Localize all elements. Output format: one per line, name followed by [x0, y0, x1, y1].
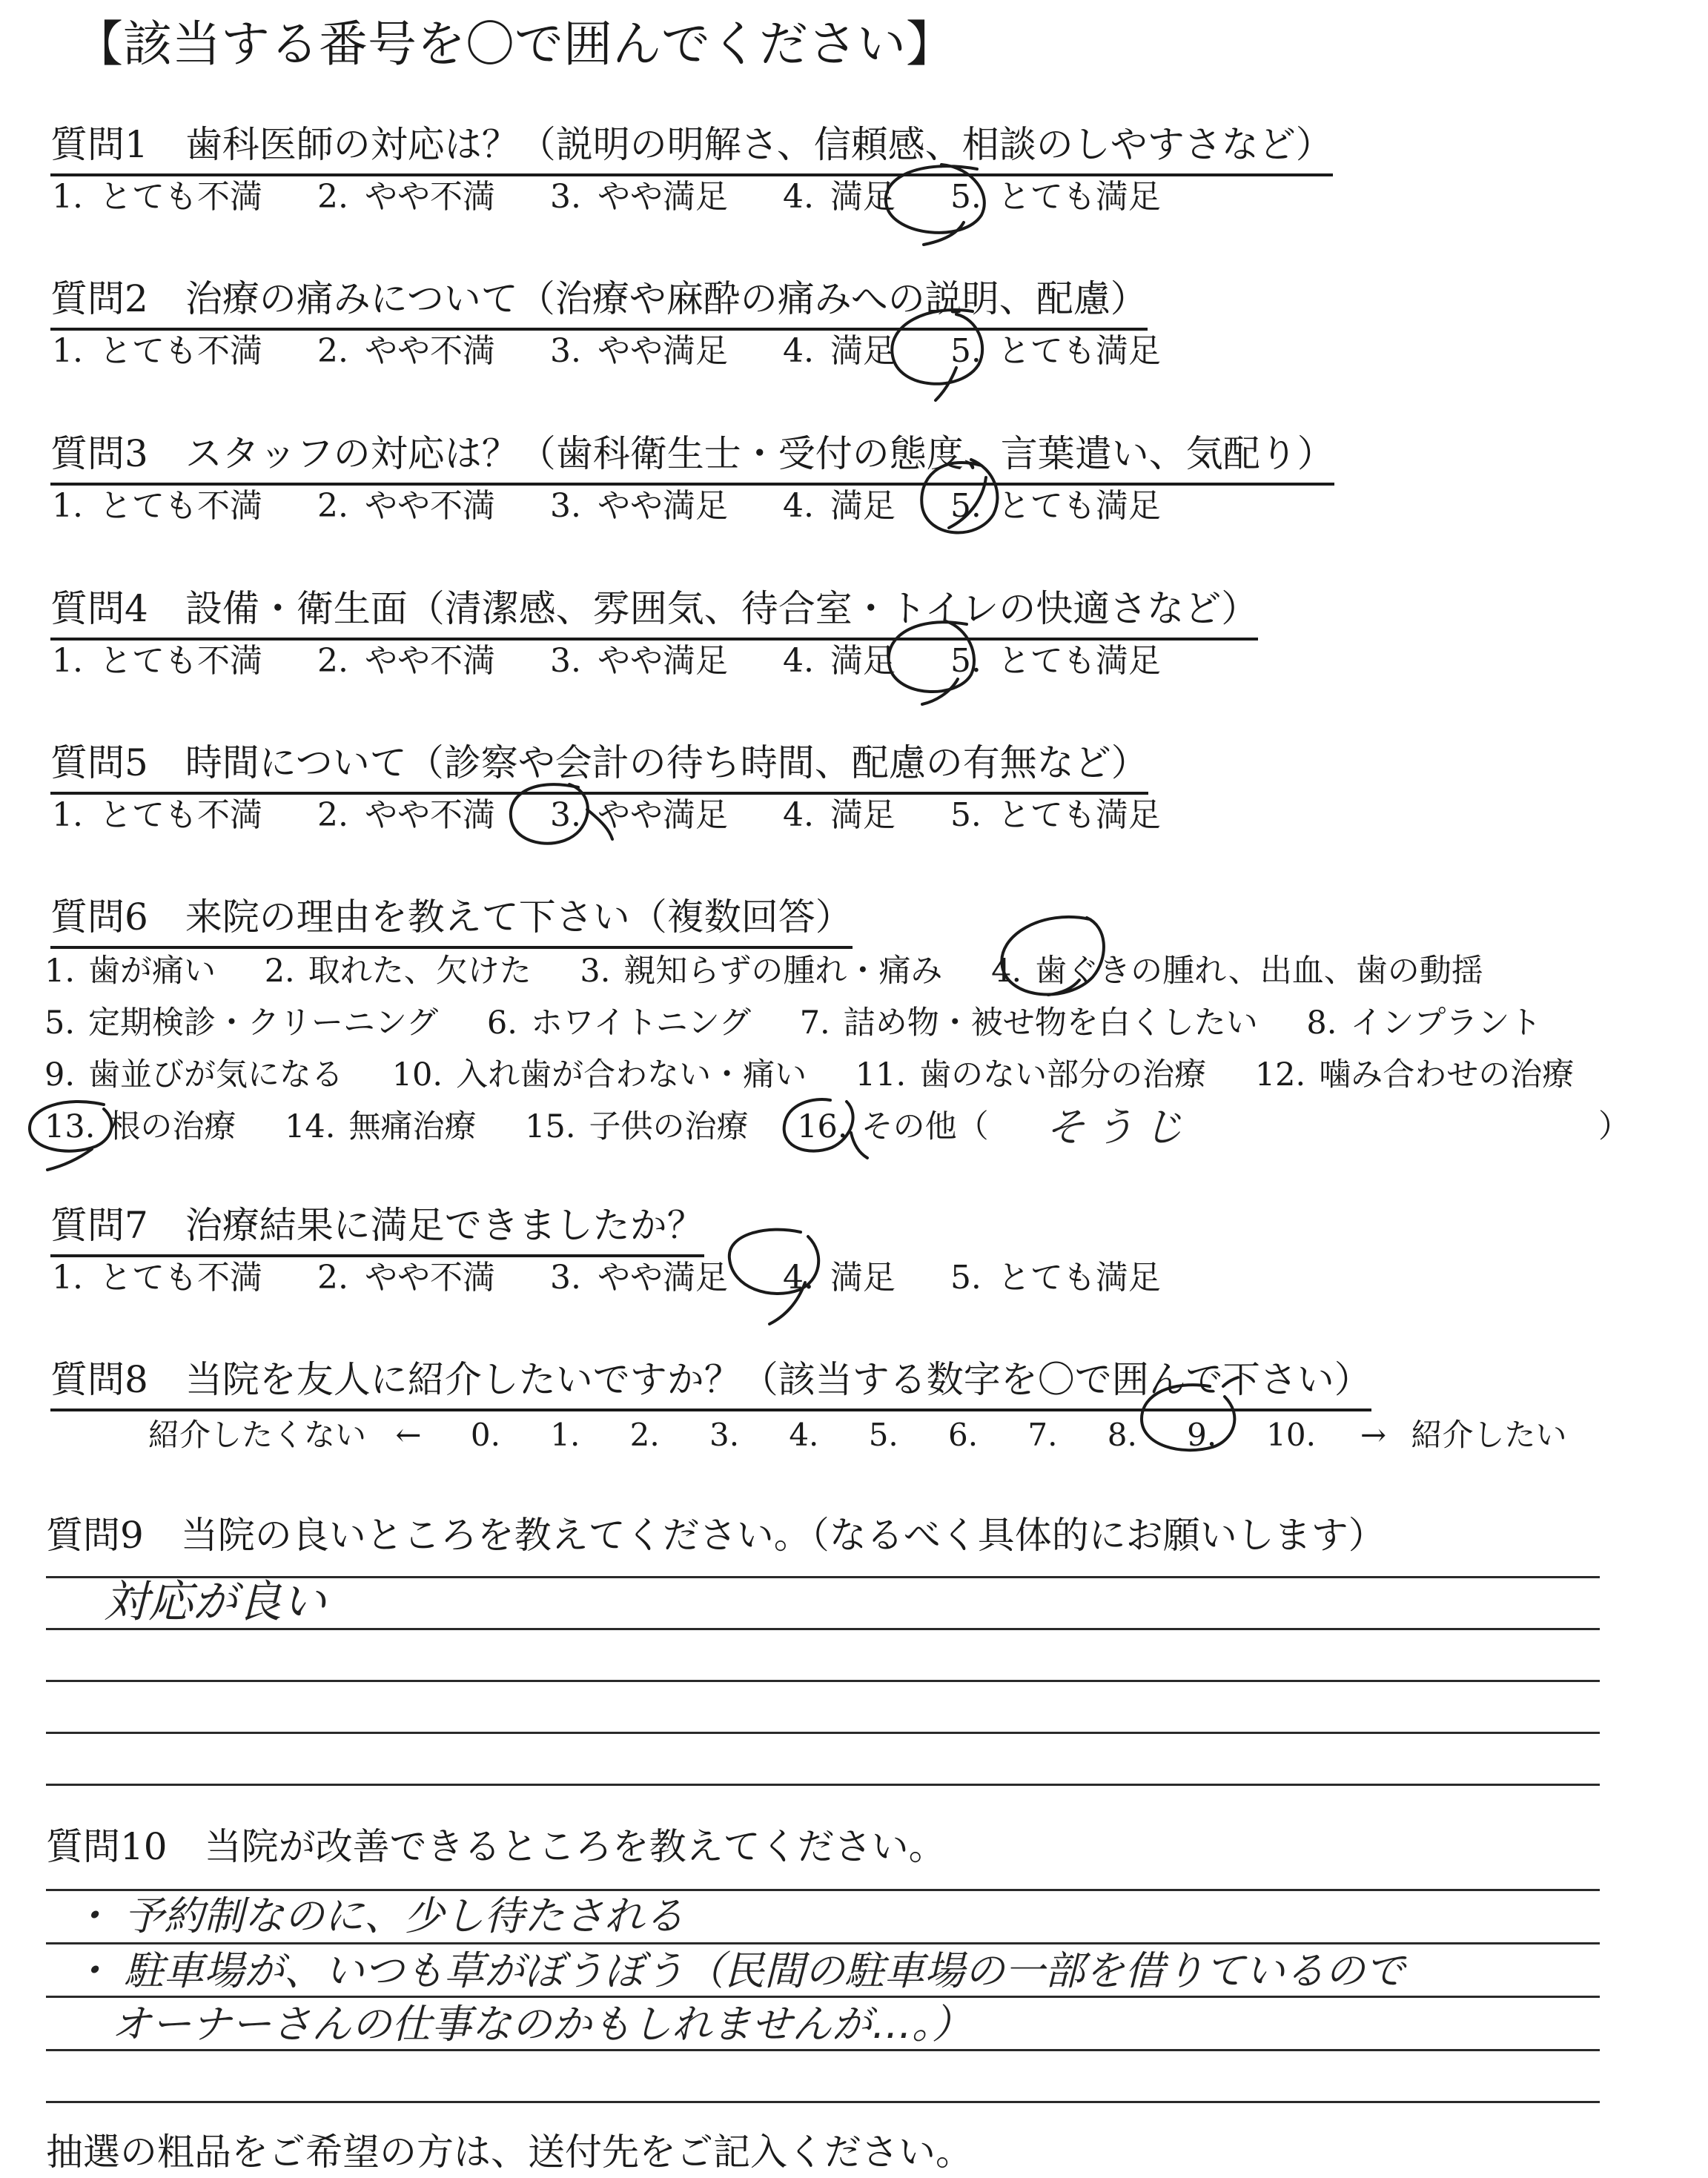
scale-10[interactable]: 10. [1266, 1417, 1316, 1453]
question-text: スタッフの対応は？（歯科衛生士・受付の態度、言葉遣い、気配り） [185, 432, 1334, 475]
answer-line [46, 1996, 1600, 1998]
question-text: 当院を友人に紹介したいですか？（該当する数字を〇で囲んで下さい） [185, 1358, 1371, 1401]
question-text: 当院が改善できるところを教えてください。 [204, 1825, 946, 1868]
question-10-heading [46, 1821, 946, 1873]
footer-instruction: 抽選の粗品をご希望の方は、送付先をご記入ください。 [46, 2131, 973, 2174]
question-5-options [52, 793, 1205, 838]
option-1[interactable]: 1. とても不満 [52, 796, 262, 834]
other-answer-text: そうじ [1045, 1104, 1192, 1151]
answer-line [46, 1732, 1600, 1734]
option-2[interactable]: 2. やや不満 [317, 642, 495, 680]
answer-line [46, 1942, 1600, 1944]
scale-9[interactable]: 9. [1187, 1417, 1217, 1453]
option-5[interactable]: 5. とても満足 [950, 1259, 1161, 1297]
question-label: 質問2 [50, 277, 148, 320]
scale-2[interactable]: 2. [629, 1417, 660, 1453]
question-6-row-1 [44, 949, 1522, 993]
question-label: 質問3 [50, 432, 148, 475]
scale-5[interactable]: 5. [868, 1417, 898, 1453]
option-2[interactable]: 2. やや不満 [317, 178, 495, 216]
scale-right-label: 紹介したい [1411, 1417, 1567, 1453]
scale-left-label: 紹介したくない [148, 1417, 367, 1453]
option-1[interactable]: 1. とても不満 [52, 178, 262, 216]
answer-line [46, 2049, 1600, 2051]
question-text: 時間について（診察や会計の待ち時間、配慮の有無など） [185, 741, 1148, 784]
option-4[interactable]: 4. 満足 [782, 332, 896, 370]
answer-line [46, 2101, 1600, 2103]
question-label: 質問5 [50, 741, 148, 784]
option-5[interactable]: 5. とても満足 [950, 332, 1161, 370]
question-label: 質問1 [50, 123, 148, 166]
left-arrow-icon: ← [395, 1417, 422, 1453]
option-5[interactable]: 5. 定期検診・クリーニング [44, 1004, 439, 1042]
question-6-row-2 [44, 1001, 1580, 1045]
option-1[interactable]: 1. とても不満 [52, 487, 262, 525]
question-text: 治療の痛みについて（治療や麻酔の痛みへの説明、配慮） [185, 277, 1148, 320]
scale-0[interactable]: 0. [470, 1417, 500, 1453]
question-6-heading [50, 891, 853, 949]
question-label: 質問10 [46, 1825, 168, 1868]
option-16[interactable]: 16. その他（ [797, 1108, 989, 1145]
answer-line [46, 1628, 1600, 1630]
question-text: 当院の良いところを教えてください。（なるべく具体的にお願いします） [180, 1514, 1386, 1557]
question-8-heading [50, 1354, 1371, 1411]
question-2-heading [50, 273, 1148, 331]
option-1[interactable]: 1. とても不満 [52, 332, 262, 370]
option-13[interactable]: 13. 根の治療 [44, 1108, 236, 1145]
option-2[interactable]: 2. やや不満 [317, 796, 495, 834]
answer-line [46, 1784, 1600, 1786]
scale-1[interactable]: 1. [550, 1417, 580, 1453]
question-label: 質問7 [50, 1204, 148, 1247]
option-9[interactable]: 9. 歯並びが気になる [44, 1056, 344, 1093]
option-2[interactable]: 2. やや不満 [317, 487, 495, 525]
page-title: 【該当する番号を〇で囲んでください】 [74, 16, 955, 73]
question-4-options [52, 639, 1205, 683]
option-4[interactable]: 4. 満足 [782, 796, 896, 834]
question-10-answer-line-1: ・ 予約制なのに、少し待たされる [71, 1893, 685, 1939]
right-arrow-icon: → [1360, 1417, 1387, 1453]
option-4[interactable]: 4. 満足 [782, 487, 896, 525]
option-10[interactable]: 10. 入れ歯が合わない・痛い [391, 1056, 807, 1093]
option-15[interactable]: 15. 子供の治療 [525, 1108, 749, 1145]
option-2[interactable]: 2. やや不満 [317, 332, 495, 370]
answer-line [46, 1889, 1600, 1891]
option-1[interactable]: 1. とても不満 [52, 642, 262, 680]
question-label: 質問8 [50, 1358, 148, 1401]
option-5[interactable]: 5. とても満足 [950, 796, 1161, 834]
option-3[interactable]: 3. やや満足 [549, 487, 728, 525]
question-1-heading [50, 119, 1333, 176]
question-5-heading [50, 737, 1148, 795]
question-label: 質問9 [46, 1514, 144, 1557]
question-1-options [52, 175, 1205, 219]
option-5[interactable]: 5. とても満足 [950, 487, 1161, 525]
option-3[interactable]: 3. やや満足 [549, 796, 728, 834]
option-2[interactable]: 2. やや不満 [317, 1259, 495, 1297]
option-7[interactable]: 7. 詰め物・被せ物を白くしたい [799, 1004, 1258, 1042]
question-3-heading [50, 428, 1334, 486]
option-3[interactable]: 3. 親知らずの腫れ・痛み [580, 953, 943, 990]
question-text: 来院の理由を教えて下さい（複数回答） [185, 896, 853, 939]
question-3-options [52, 484, 1205, 529]
option-4[interactable]: 4. 満足 [782, 1259, 896, 1297]
question-6-row-3 [44, 1053, 1574, 1097]
question-9-heading [46, 1509, 1386, 1561]
option-3[interactable]: 3. やや満足 [549, 178, 728, 216]
option-14[interactable]: 14. 無痛治療 [285, 1108, 477, 1145]
option-5[interactable]: 5. とても満足 [950, 642, 1161, 680]
option-6[interactable]: 6. ホワイトニング [486, 1004, 752, 1042]
answer-line [46, 1680, 1600, 1682]
question-text: 治療結果に満足できましたか？ [185, 1204, 704, 1247]
question-7-options [52, 1256, 1205, 1300]
option-3[interactable]: 3. やや満足 [549, 1259, 728, 1297]
option-1[interactable]: 1. とても不満 [52, 1259, 262, 1297]
scale-4[interactable]: 4. [789, 1417, 819, 1453]
option-5[interactable]: 5. とても満足 [950, 178, 1161, 216]
scale-6[interactable]: 6. [948, 1417, 979, 1453]
option-3[interactable]: 3. やや満足 [549, 332, 728, 370]
option-1[interactable]: 1. 歯が痛い [44, 953, 216, 990]
question-9-answer: 対応が良い [104, 1576, 326, 1628]
scale-8[interactable]: 8. [1107, 1417, 1137, 1453]
question-label: 質問4 [50, 587, 148, 630]
scale-7[interactable]: 7. [1027, 1417, 1058, 1453]
option-12[interactable]: 12. 噛み合わせの治療 [1254, 1056, 1575, 1093]
question-6-row-4 [44, 1105, 1027, 1149]
option-2[interactable]: 2. 取れた、欠けた [264, 953, 532, 990]
option-4[interactable]: 4. 満足 [782, 178, 896, 216]
question-label: 質問6 [50, 896, 148, 939]
option-3[interactable]: 3. やや満足 [549, 642, 728, 680]
question-2-options [52, 329, 1205, 374]
option-11[interactable]: 11. 歯のない部分の治療 [855, 1056, 1207, 1093]
option-8[interactable]: 8. インプラント [1306, 1004, 1542, 1042]
other-close-paren: ） [1598, 1108, 1630, 1145]
question-text: 歯科医師の対応は？（説明の明解さ、信頼感、相談のしやすさなど） [185, 123, 1333, 166]
question-4-heading [50, 583, 1258, 641]
question-10-answer-line-2: ・ 駐車場が、いつも草がぼうぼう（民間の駐車場の一部を借りているので [71, 1947, 1406, 1994]
scale-3[interactable]: 3. [709, 1417, 740, 1453]
question-10-answer-line-3: オーナーさんの仕事なのかもしれませんが…。） [111, 2001, 972, 2048]
question-7-heading [50, 1199, 704, 1257]
question-text: 設備・衛生面（清潔感、雰囲気、待合室・トイレの快適さなど） [185, 587, 1259, 630]
option-4[interactable]: 4. 満足 [782, 642, 896, 680]
recommend-scale [148, 1413, 1566, 1457]
option-4[interactable]: 4. 歯ぐきの腫れ、出血、歯の動揺 [991, 953, 1483, 990]
